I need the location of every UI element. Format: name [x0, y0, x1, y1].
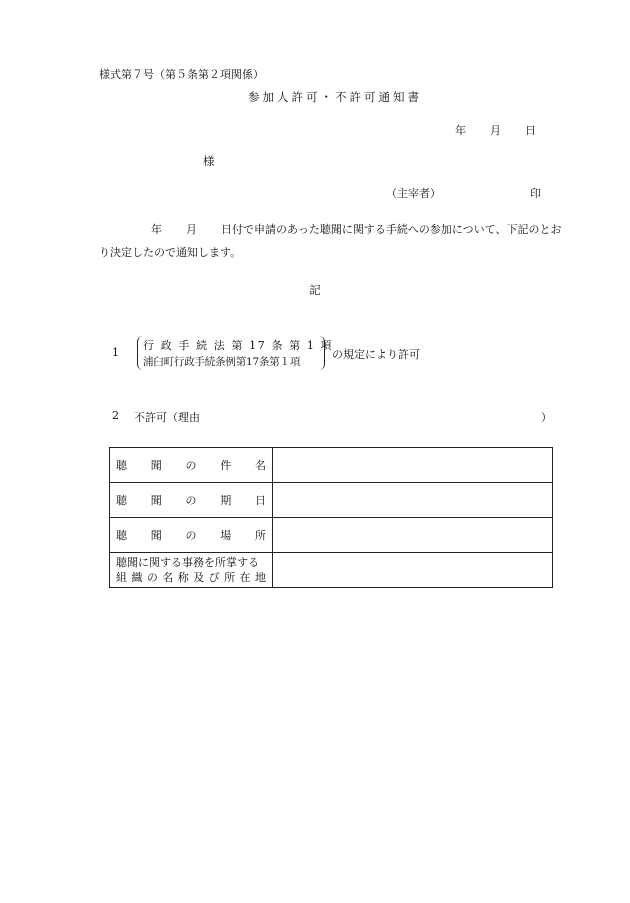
org-label-line1: 聴聞に関する事務を所掌する — [116, 556, 259, 569]
table-row — [110, 553, 553, 588]
value-organization[interactable] — [273, 553, 553, 588]
body-paragraph — [99, 218, 569, 264]
date-line — [455, 122, 536, 138]
row-label-hearing-title — [110, 448, 273, 483]
value-hearing-title[interactable] — [273, 448, 553, 483]
law-line2: 浦臼町行政手続条例第17条第１項 — [143, 356, 301, 368]
label-char: 組 — [116, 571, 127, 584]
table-row — [110, 518, 553, 553]
label-char: 聴 — [116, 494, 127, 507]
label-char: 期 — [220, 494, 232, 507]
date-year: 年 — [455, 124, 466, 137]
item1-number: 1 — [112, 346, 119, 359]
label-char: 所 — [224, 571, 236, 584]
label-char: 件 — [220, 459, 232, 472]
body-text: 日付で申請のあった聴聞に関する手続への参加について、下記のとおり決定したので通知します。 — [99, 223, 562, 259]
label-char: 名 — [162, 571, 174, 584]
table-row — [110, 483, 553, 518]
item1-tail: の規定により許可 — [332, 348, 420, 361]
label-char: 称 — [177, 571, 189, 584]
label-char: の — [185, 459, 197, 472]
document-title: 参加人許可・不許可通知書 — [248, 90, 422, 104]
label-char: の — [185, 529, 197, 542]
label-char: の — [185, 494, 197, 507]
hearing-info-table — [109, 447, 553, 588]
label-char: 場 — [220, 529, 232, 542]
form-number: 様式第７号（第５条第２項関係） — [99, 68, 264, 81]
ki-heading: 記 — [309, 283, 321, 297]
org-label-line2 — [116, 570, 266, 585]
item2-close: ） — [541, 411, 552, 424]
row-label-hearing-place — [110, 518, 273, 553]
label-char: 日 — [255, 494, 266, 507]
addressee-suffix: 様 — [203, 154, 215, 168]
item2-label: 不許可（理由 — [134, 411, 200, 424]
value-hearing-place[interactable] — [273, 518, 553, 553]
date-month: 月 — [490, 124, 501, 137]
label-char: 聞 — [150, 494, 162, 507]
label-char: 聞 — [150, 459, 162, 472]
item2-number: 2 — [112, 409, 119, 422]
label-char: 聞 — [150, 529, 162, 542]
label-char: 及 — [193, 571, 205, 584]
row-label-organization — [110, 553, 273, 588]
seal-mark: 印 — [530, 187, 541, 200]
label-char: 地 — [254, 571, 266, 584]
label-char: び — [208, 571, 220, 584]
table-row — [110, 448, 553, 483]
value-hearing-date[interactable] — [273, 483, 553, 518]
law-line1: 行 政 手 続 法 第 17 条 第 1 項 — [143, 339, 334, 352]
label-char: の — [146, 571, 158, 584]
label-char: 在 — [239, 571, 251, 584]
date-day: 日 — [525, 124, 536, 137]
label-char: 聴 — [116, 529, 127, 542]
organizer-label: （主宰者） — [386, 187, 441, 200]
label-char: 織 — [131, 571, 143, 584]
label-char: 所 — [255, 529, 266, 542]
body-year: 年 — [151, 223, 162, 236]
label-char: 聴 — [116, 459, 127, 472]
row-label-hearing-date — [110, 483, 273, 518]
label-char: 名 — [255, 459, 266, 472]
body-month: 月 — [186, 223, 197, 236]
